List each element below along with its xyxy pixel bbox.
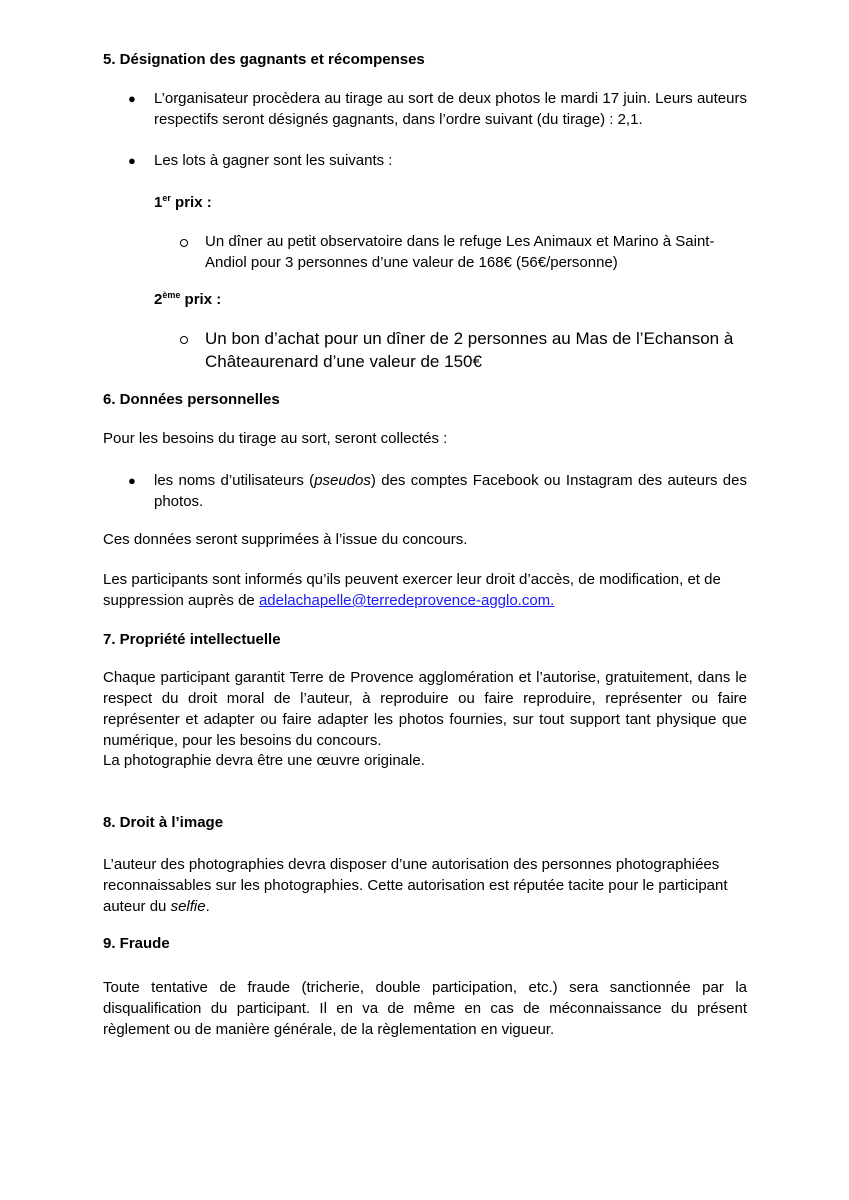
- circle-bullet-icon: [180, 239, 188, 247]
- bullet-dot-icon: ●: [128, 91, 136, 106]
- paragraph: Toute tentative de fraude (tricherie, double participation, etc.) sera sanctionnée par la disqualification du participant. Il en va de même en cas de méconnaissance du présent règlement ou de manière générale, de la règlementation en vigueur.: [103, 979, 747, 1038]
- prize-2-label: 2ème prix :: [154, 290, 222, 308]
- paragraph: Chaque participant garantit Terre de Provence agglomération et l’autorise, gratuitement, dans le respect du droit moral de l’auteur, à reproduire ou faire reproduire, représenter ou faire représenter et adapter ou faire adapter les photos fournies, sur tout support tant physique que numérique, pour les besoins du concours.: [103, 669, 747, 749]
- section-7-heading: 7. Propriété intellectuelle: [103, 631, 281, 648]
- paragraph: Les participants sont informés qu’ils peuvent exercer leur droit d’accès, de modification, et de suppression auprès de adelachapelle@terredeprovence-agglo.com.: [103, 571, 721, 609]
- bullet-dot-icon: ●: [128, 473, 136, 488]
- section-6-heading: 6. Données personnelles: [103, 391, 280, 408]
- prize-2-description: Un bon d’achat pour un dîner de 2 personnes au Mas de l’Echanson à Châteaurenard d’une valeur de 150€: [205, 329, 734, 371]
- list-item: L’organisateur procèdera au tirage au sort de deux photos le mardi 17 juin. Leurs auteurs respectifs seront désignés gagnants, dans l’ordre suivant (du tirage) : 2,1.: [154, 90, 747, 128]
- bullet-dot-icon: ●: [128, 153, 136, 168]
- circle-bullet-icon: [180, 336, 188, 344]
- section-8-heading: 8. Droit à l’image: [103, 814, 224, 831]
- email-link[interactable]: adelachapelle@terredeprovence-agglo.com.: [258, 592, 555, 609]
- section-9-heading: 9. Fraude: [103, 935, 170, 952]
- prize-1-description: Un dîner au petit observatoire dans le refuge Les Animaux et Marino à Saint-Andiol pour 3 personnes d’une valeur de 168€ (56€/personne): [205, 233, 715, 271]
- list-item: les noms d’utilisateurs (pseudos) des comptes Facebook ou Instagram des auteurs des photos.: [154, 472, 747, 510]
- paragraph: L’auteur des photographies devra disposer d’une autorisation des personnes photographiées reconnaissables sur les photographies. Cette autorisation est réputée tacite pour le participant auteur du selfie.: [103, 856, 728, 915]
- section-5-heading: 5. Désignation des gagnants et récompenses: [103, 51, 425, 68]
- prize-1-label: 1er prix :: [154, 193, 212, 211]
- paragraph: Pour les besoins du tirage au sort, seront collectés :: [103, 430, 448, 447]
- paragraph: Ces données seront supprimées à l’issue du concours.: [103, 531, 468, 548]
- list-item: Les lots à gagner sont les suivants :: [154, 152, 393, 169]
- paragraph: La photographie devra être une œuvre originale.: [103, 752, 425, 769]
